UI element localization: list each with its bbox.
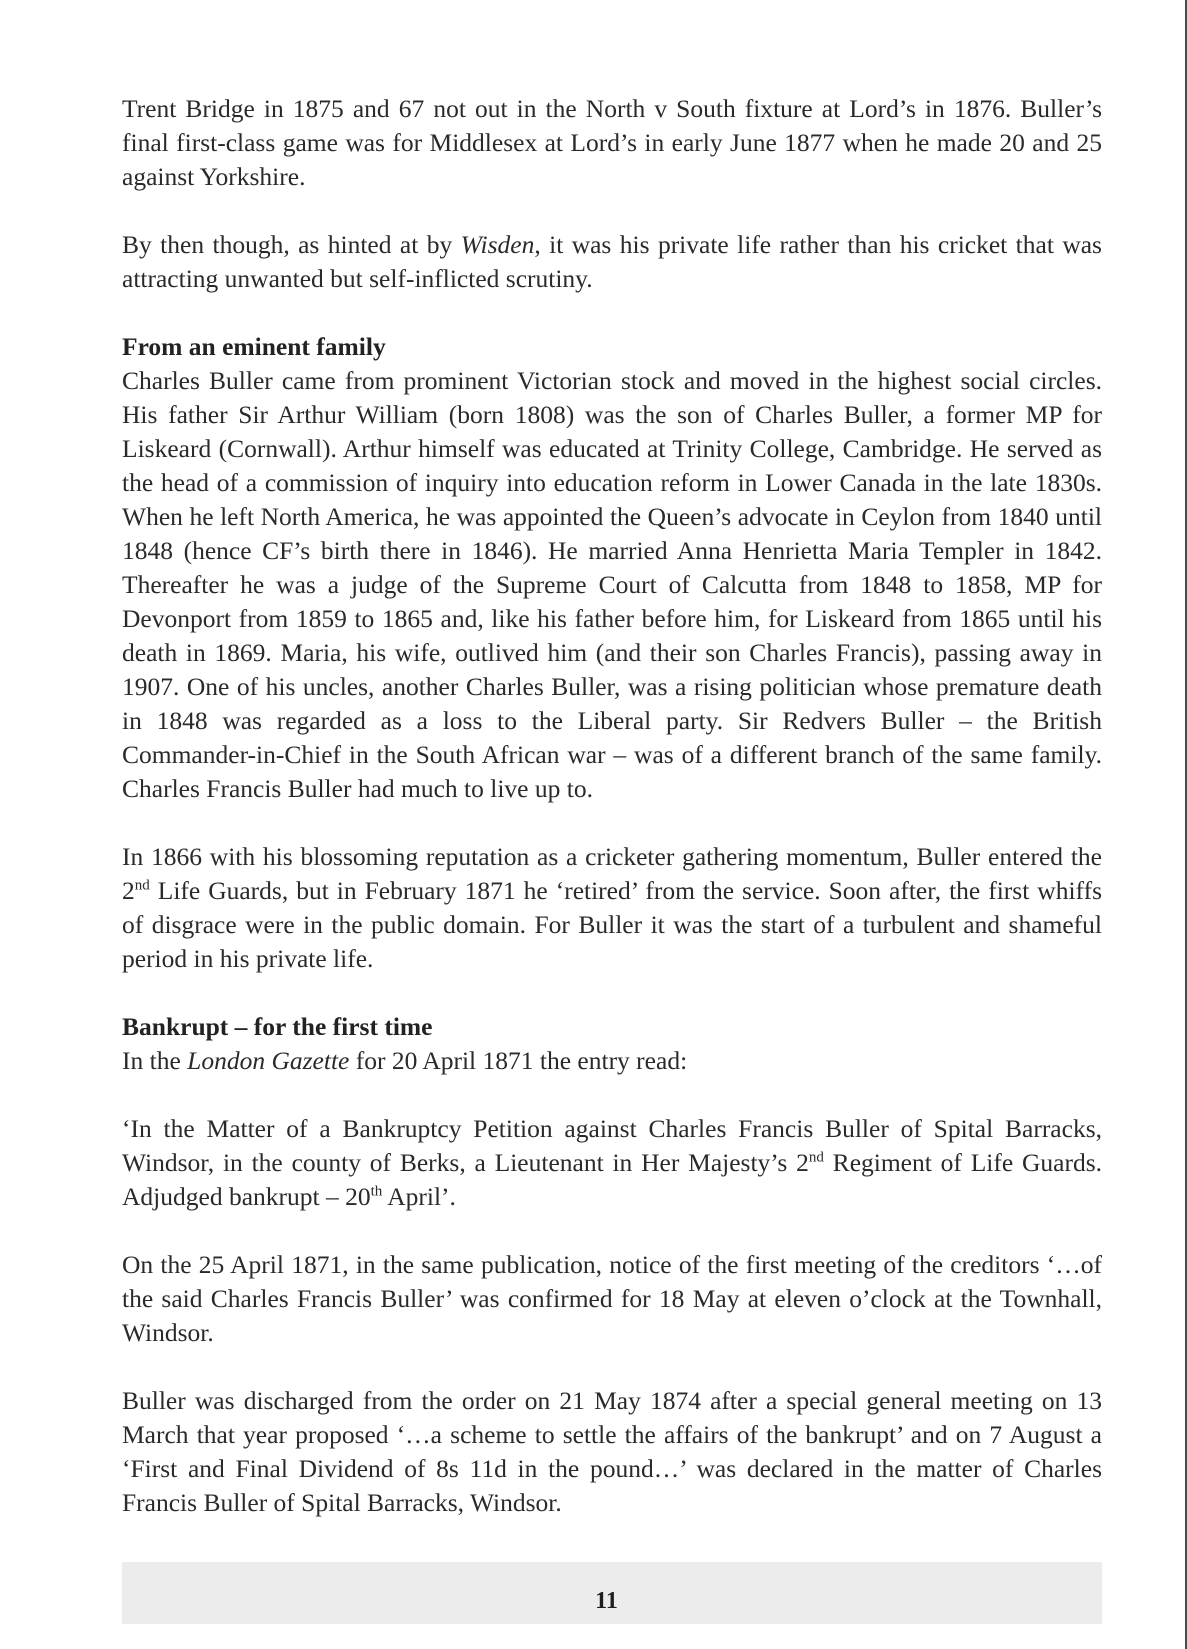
section-heading-bankrupt: Bankrupt – for the first time bbox=[122, 1012, 433, 1041]
paragraph-family-history: Charles Buller came from prominent Victorian stock and moved in the highest social circles. His father Sir Arthur William (born 1808) was the son of Charles Buller, a former MP for Liskeard (Cornwall). Arthur himself was educated at Trinity College, Cambridge. He served as the head of a commission of inquiry into education reform in Lower Canada in the late 1830s. When he left North America, he was appointed the Queen’s advocate in Ceylon from 1840 until 1848 (hence CF’s birth there in 1846). He married Anna Henrietta Maria Templer in 1842. Thereafter he was a judge of the Supreme Court of Calcutta from 1848 to 1858, MP for Devonport from 1859 to 1865 and, like his father before him, for Liskeard from 1865 until his death in 1869. Maria, his wife, outlived him (and their son Charles Francis), passing away in 1907. One of his uncles, another Charles Buller, was a rising politician whose premature death in 1848 was regarded as a loss to the Liberal party. Sir Redvers Buller – the British Commander-in-Chief in the South African war – was of a different branch of the same family. Charles Francis Buller had much to live up to. bbox=[122, 366, 1102, 803]
italic-title-wisden: Wisden bbox=[460, 230, 535, 259]
page-body bbox=[122, 92, 1102, 1520]
superscript: nd bbox=[808, 1149, 824, 1166]
text-segment: ‘In the Matter of a Bankruptcy Petition against Charles Francis Buller of Spital Barracks, Windsor, in the county of Berks, a Lieutenant in Her Majesty’s 2 bbox=[122, 1114, 1102, 1177]
paragraph-cricket-career: Trent Bridge in 1875 and 67 not out in the North v South fixture at Lord’s in 1876. Buller’s final first-class game was for Middlesex at Lord’s in early June 1877 when he made 20 and 25 against Yorkshire. bbox=[122, 94, 1102, 191]
italic-title-gazette: London Gazette bbox=[187, 1046, 350, 1075]
paragraph-gazette-quote bbox=[122, 1112, 1102, 1214]
paragraph-life-guards bbox=[122, 840, 1102, 976]
superscript: nd bbox=[134, 877, 150, 894]
text-segment: for 20 April 1871 the entry read: bbox=[349, 1046, 688, 1075]
paragraph-gazette-intro bbox=[122, 1044, 1102, 1078]
text-segment: Regiment of Life Guards. Adjudged bankrupt – 20 bbox=[122, 1148, 1102, 1211]
text-segment: Life Guards, but in February 1871 he ‘retired’ from the service. Soon after, the first whiffs of disgrace were in the public domain. For Buller it was the start of a turbulent and shameful period in his private life. bbox=[122, 876, 1102, 973]
page-number: 11 bbox=[595, 1588, 618, 1614]
text-segment: In 1866 with his blossoming reputation as a cricketer gathering momentum, Buller entered the 2 bbox=[122, 842, 1102, 905]
text-segment: In the bbox=[122, 1046, 188, 1075]
text-segment: April’. bbox=[382, 1182, 456, 1211]
paragraph-creditors-meeting: On the 25 April 1871, in the same publication, notice of the first meeting of the creditors ‘…of the said Charles Francis Buller’ was confirmed for 18 May at eleven o’clock at the Townhall, Windsor. bbox=[122, 1250, 1102, 1347]
section-heading-family: From an eminent family bbox=[122, 332, 386, 361]
text-segment: By then though, as hinted at by bbox=[122, 230, 461, 259]
paragraph-discharge: Buller was discharged from the order on 21 May 1874 after a special general meeting on 13 March that year proposed ‘…a scheme to settle the affairs of the bankrupt’ and on 7 August a ‘First and Final Dividend of 8s 11d in the pound…’ was declared in the matter of Charles Francis Buller of Spital Barracks, Windsor. bbox=[122, 1386, 1102, 1517]
text-segment: , it was his private life rather than his cricket that was attracting unwanted but self-inflicted scrutiny. bbox=[122, 230, 1102, 293]
paragraph-private-life bbox=[122, 228, 1102, 296]
superscript: th bbox=[370, 1183, 383, 1200]
